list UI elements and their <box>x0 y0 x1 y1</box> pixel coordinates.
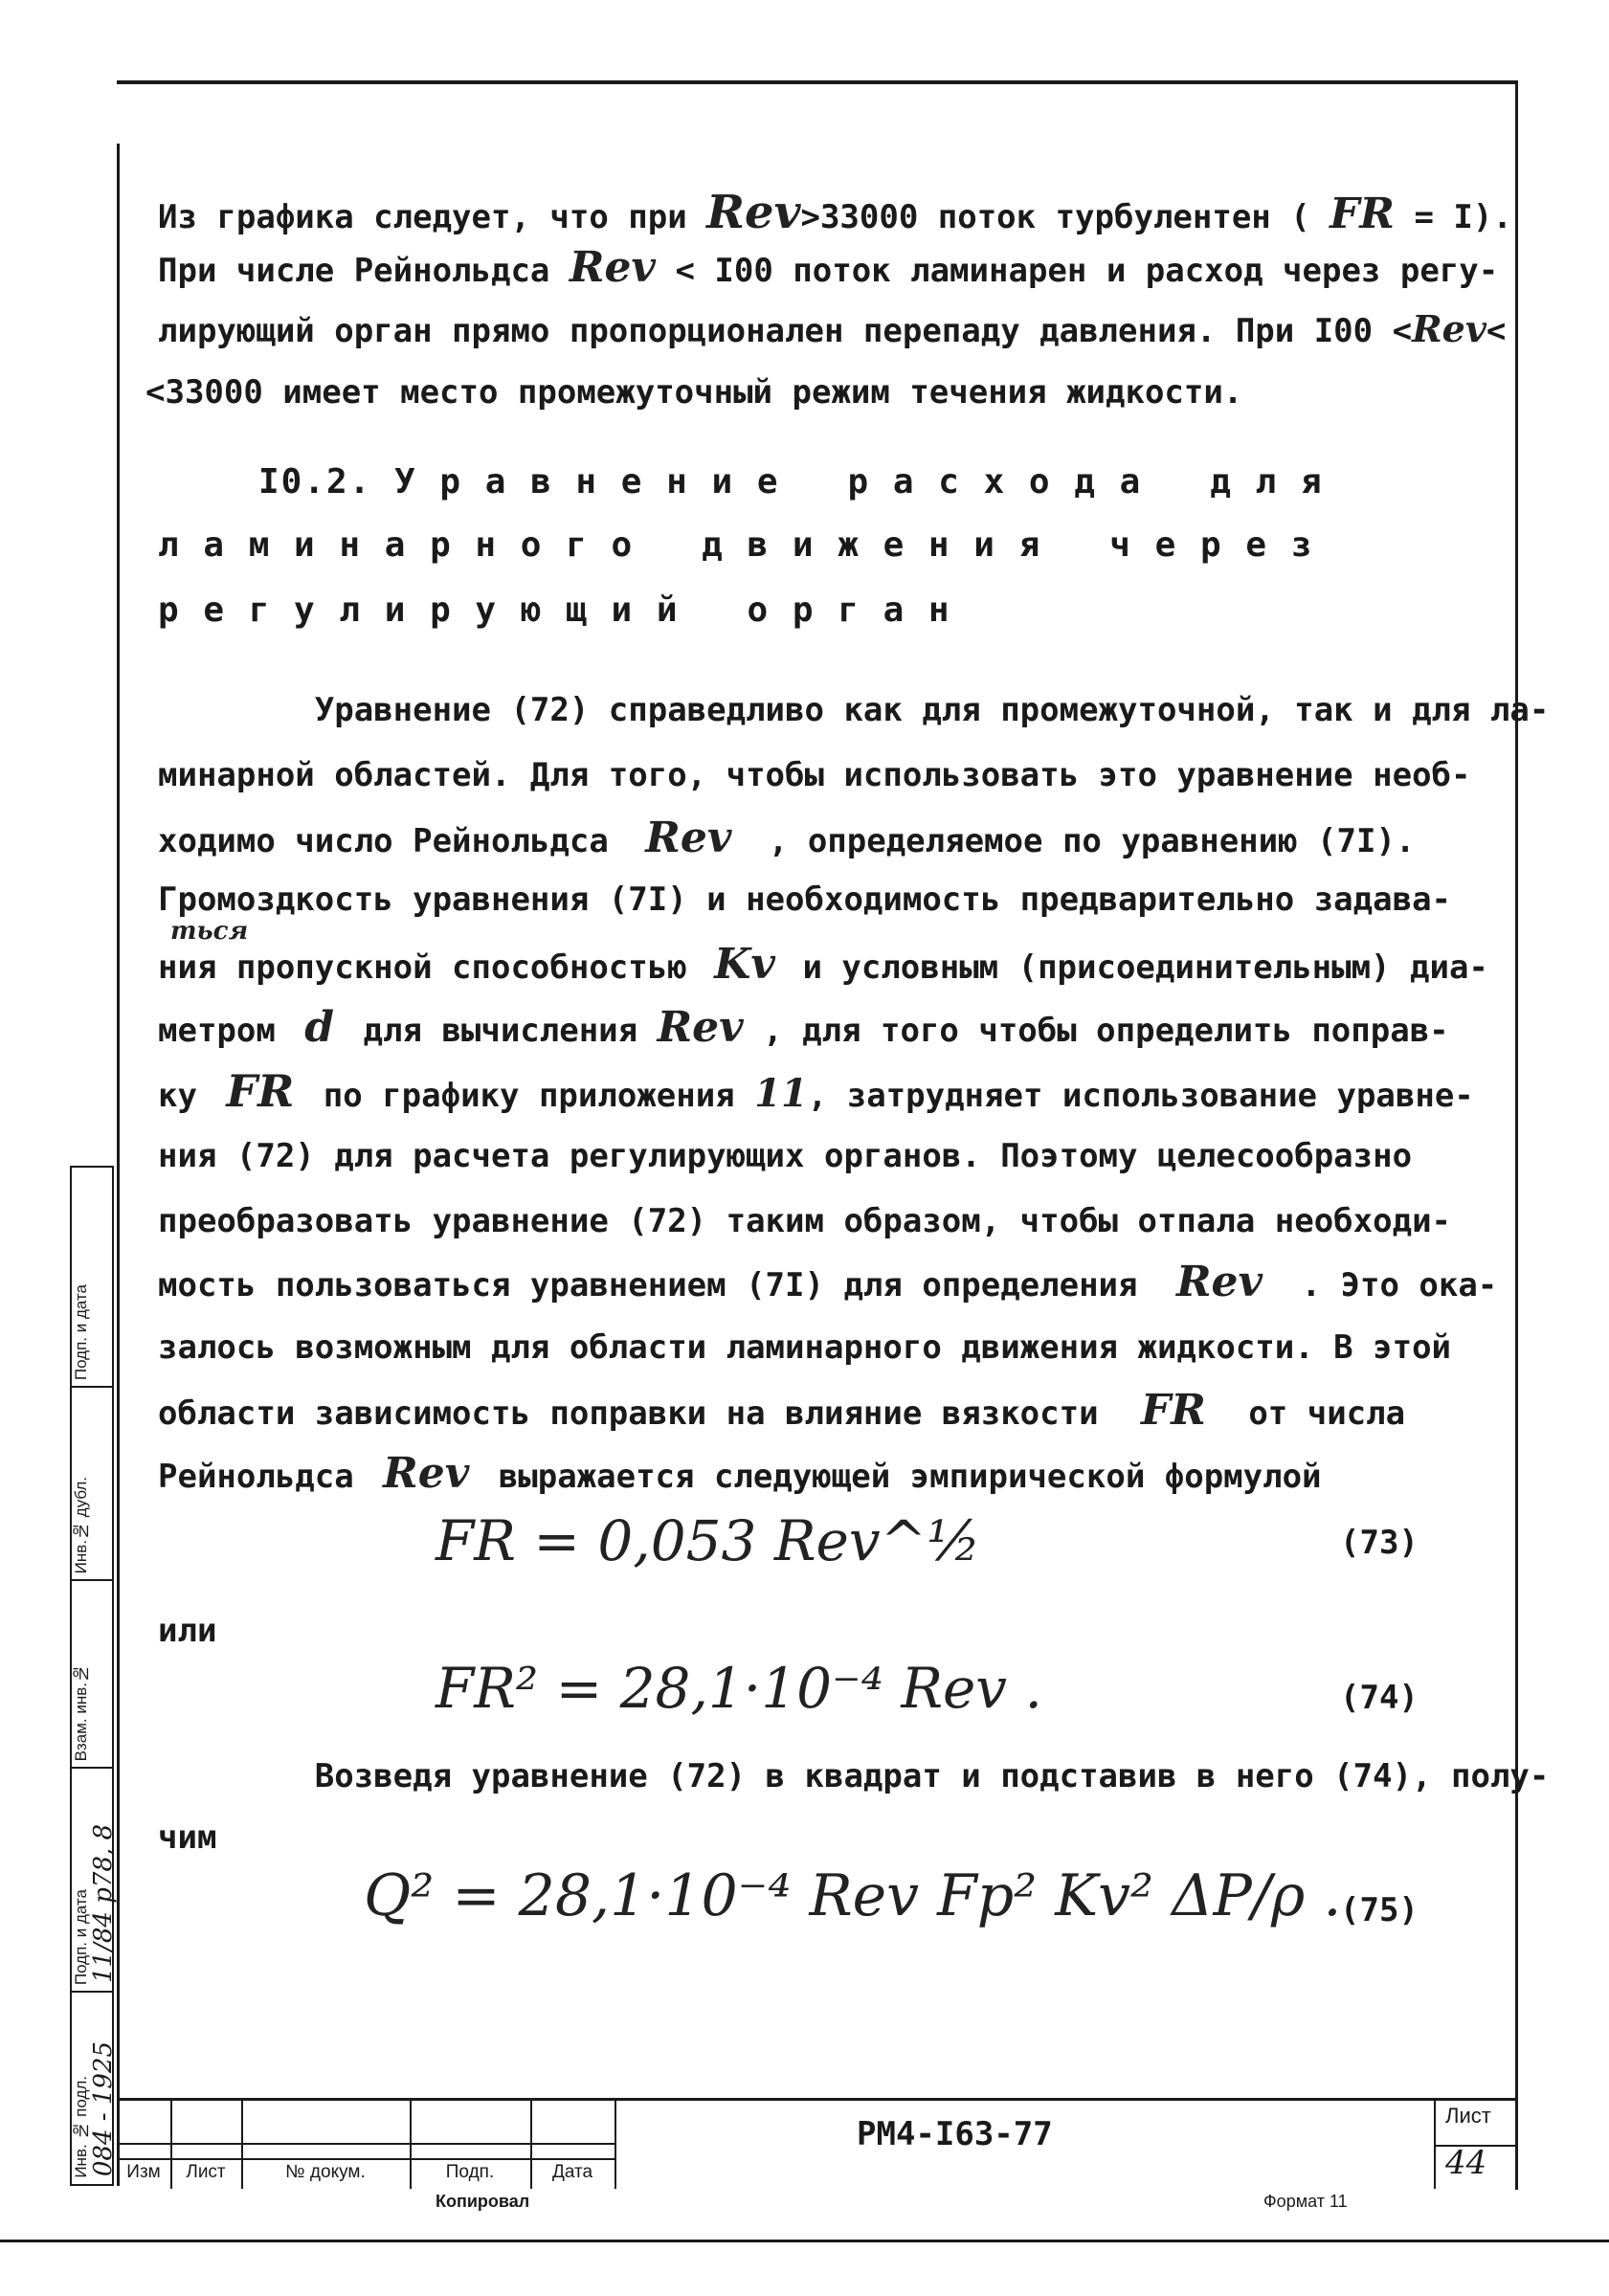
text-run: Из графика следует, что при <box>158 198 707 236</box>
margin-handwriting: 11/84 р78, 8 <box>89 1824 118 1983</box>
text-line <box>158 308 1508 352</box>
text-line: чим <box>158 1818 217 1857</box>
text-run: для вычисления <box>344 1012 658 1050</box>
margin-field <box>70 1767 118 1991</box>
text-run: области зависимость поправки на влияние вязкости <box>158 1394 1119 1433</box>
text-run: При числе Рейнольдса <box>158 252 570 290</box>
text-run: , определяемое по уравнению (7I). <box>749 822 1416 860</box>
text-line <box>158 186 1512 239</box>
section-heading-line: I0.2. У р а в н е н и е р а с х о д а д л я <box>258 462 1324 502</box>
text-run: минарной областей. Для того, чтобы использовать это уравнение необ- <box>158 756 1471 794</box>
text-run: преобразовать уравнение (72) таким образом, чтобы отпала необходи- <box>158 1202 1452 1240</box>
handwritten-symbol: Rev <box>569 243 657 292</box>
text-run: лирующий орган прямо пропорционален перепаду давления. При I00 < <box>158 312 1413 350</box>
text-run: Уравнение (72) справедливо как для промежуточной, так и для ла- <box>158 691 1550 729</box>
text-run: , для того чтобы определить поправ- <box>743 1012 1449 1050</box>
equation-73: FR = 0,053 Rev^½ <box>436 1508 981 1573</box>
text-run: выражается следующей эмпирической формулой <box>479 1458 1322 1496</box>
handwritten-symbol: Rev <box>1412 307 1486 350</box>
col-label: Подп. <box>445 2162 495 2182</box>
text-line <box>158 1449 1508 1498</box>
equation-number: (73) <box>1340 1524 1419 1562</box>
handwritten-symbol: FR <box>1330 189 1395 238</box>
handwritten-correction: ться <box>170 917 249 946</box>
text-line <box>158 1258 1508 1306</box>
text-run: по графику приложения <box>303 1077 755 1115</box>
text-run: < I00 поток ламинарен и расход через регу- <box>656 252 1499 290</box>
text-run: метром <box>158 1012 296 1050</box>
col-label: Изм <box>126 2162 161 2182</box>
text-run: ния (72) для расчета регулирующих органов. Поэтому целесообразно <box>158 1137 1413 1175</box>
text-run: и условным (присоединительным) диа- <box>782 948 1488 987</box>
text-run: Громоздкость уравнения (7I) и необходимость предварительно задава- <box>158 881 1452 919</box>
handwritten-symbol: Kv <box>714 940 775 989</box>
divider <box>117 2143 615 2145</box>
text-run: залось возможным для области ламинарного движения жидкости. В этой <box>158 1328 1452 1367</box>
margin-label: Инв.№ дубл. <box>72 1476 90 1573</box>
equation-74: FR² = 28,1·10⁻⁴ Rev . <box>436 1656 1042 1721</box>
text-line <box>158 1065 1508 1117</box>
text-line <box>158 1200 1508 1242</box>
text-line <box>158 1386 1508 1435</box>
handwritten-symbol: Rev <box>1175 1258 1263 1306</box>
text-line <box>158 689 1550 731</box>
text-line <box>145 371 1495 413</box>
document-code: РМ4-I63-77 <box>857 2115 1053 2153</box>
text-line <box>158 754 1508 796</box>
col-label: Дата <box>551 2162 593 2182</box>
handwritten-symbol: d <box>304 1003 335 1052</box>
text-run: Рейнольдса <box>158 1458 374 1496</box>
text-line <box>158 1326 1508 1369</box>
margin-field <box>70 1579 114 1767</box>
text-line <box>158 1135 1508 1177</box>
handwritten-symbol: Rev <box>706 186 801 239</box>
divider <box>117 2158 615 2160</box>
margin-label: Взам. инв.№ <box>72 1663 90 1761</box>
margin-label: Инв. № подл. <box>72 2076 90 2178</box>
margin-field <box>70 1386 114 1579</box>
col-label: № докум. <box>285 2162 366 2182</box>
text-run: мость пользоваться уравнением (7I) для определения <box>158 1266 1157 1304</box>
margin-label: Подп. и дата <box>72 1283 90 1380</box>
title-block <box>117 2098 1515 2186</box>
equation-75: Q² = 28,1·10⁻⁴ Rev Fp² Kv² ΔP/ρ . <box>364 1862 1342 1929</box>
text-line <box>158 243 1508 292</box>
handwritten-symbol: Rev <box>645 814 732 862</box>
handwritten-symbol: Rev <box>383 1449 470 1498</box>
equation-number: (74) <box>1340 1679 1419 1717</box>
margin-handwriting: 084 - 1925 <box>89 2040 118 2176</box>
text-run: ку <box>158 1077 217 1115</box>
text-line <box>158 1003 1508 1052</box>
handwritten-symbol: FR <box>1141 1386 1206 1435</box>
sheet-label: Лист <box>1445 2104 1491 2128</box>
footer-copied: Копировал <box>436 2192 530 2211</box>
section-heading-line: р е г у л и р у ю щ и й о р г а н <box>158 591 951 630</box>
text-run: = I). <box>1394 198 1512 236</box>
text-line: Возведя уравнение (72) в квадрат и подставив в него (74), полу- <box>158 1757 1550 1795</box>
divider <box>615 2101 616 2189</box>
text-run: >33000 поток турбулентен ( <box>800 198 1330 236</box>
margin-field <box>70 1991 118 2186</box>
sheet-number: 44 <box>1445 2144 1487 2182</box>
footer-format: Формат 11 <box>1263 2192 1348 2211</box>
text-run: < <box>1486 312 1507 350</box>
handwritten-symbol: FR <box>226 1065 295 1117</box>
margin-label: Подп. и дата <box>72 1888 90 1985</box>
text-run: ходимо число Рейнольдса <box>158 822 629 860</box>
section-heading-line: л а м и н а р н о г о д в и ж е н и я ч е р е з <box>158 525 1314 565</box>
bottom-rule <box>0 2240 1609 2242</box>
text-line: или <box>158 1612 217 1650</box>
text-run: . Это ока- <box>1282 1266 1498 1304</box>
margin-field <box>70 1166 114 1386</box>
text-run: от числа <box>1228 1394 1406 1433</box>
text-run: <33000 имеет место промежуточный режим течения жидкости. <box>145 373 1243 412</box>
handwritten-symbol: Rev <box>657 1003 744 1052</box>
text-line <box>158 814 1508 862</box>
text-line <box>158 879 1508 921</box>
text-run: , затрудняет использование уравне- <box>807 1077 1474 1115</box>
text-line <box>158 940 1508 989</box>
handwritten-symbol: 11 <box>754 1071 808 1116</box>
text-run: ния пропускной способностью <box>158 948 707 987</box>
col-label: Лист <box>186 2162 226 2182</box>
equation-number: (75) <box>1340 1891 1419 1929</box>
